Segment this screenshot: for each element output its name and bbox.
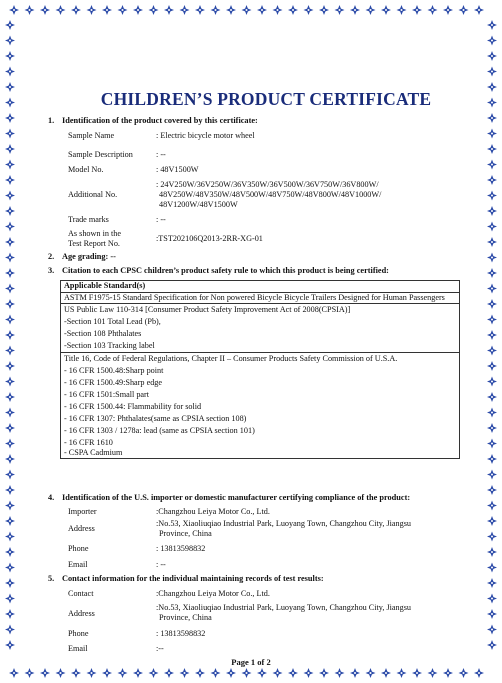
border-star [428, 5, 438, 15]
border-star [304, 5, 314, 15]
border-star [5, 377, 15, 387]
border-star [443, 668, 453, 678]
border-star [5, 315, 15, 325]
border-star [118, 5, 128, 15]
border-star [487, 423, 497, 433]
border-star [5, 253, 15, 263]
border-star [5, 268, 15, 278]
border-star [5, 625, 15, 635]
border-star [350, 668, 360, 678]
cfr-line: - 16 CFR 1500.49:Sharp edge [64, 378, 163, 387]
border-star [226, 5, 236, 15]
contact-email-label: Email [68, 644, 88, 653]
cfr-line: - 16 CFR 1303 / 1278a: lead (same as CPSIA section 101) [64, 426, 255, 435]
border-star [459, 5, 469, 15]
border-star [5, 578, 15, 588]
border-star [118, 668, 128, 678]
border-star [443, 5, 453, 15]
contact-label: Contact [68, 589, 94, 598]
border-star [226, 668, 236, 678]
border-star [87, 5, 97, 15]
importer-label: Importer [68, 507, 97, 516]
section-number: 5. [48, 574, 55, 583]
border-star [5, 144, 15, 154]
border-star [487, 144, 497, 154]
border-star [487, 175, 497, 185]
border-star [195, 5, 205, 15]
report-number-value: :TST202106Q2013-2RR-XG-01 [156, 234, 263, 243]
border-star [397, 668, 407, 678]
importer-email-value: : -- [156, 560, 166, 569]
border-star [366, 668, 376, 678]
section-1-heading [48, 116, 258, 125]
border-star [5, 408, 15, 418]
border-star [487, 160, 497, 170]
astm-standard-cell: ASTM F1975-15 Standard Specification for Non powered Bicycle Bicycle Trailers Designed for Human Passengers [61, 293, 460, 304]
border-star [412, 5, 422, 15]
certificate-title: CHILDREN’S PRODUCT CERTIFICATE [100, 89, 432, 109]
border-star [474, 5, 484, 15]
border-star [487, 532, 497, 542]
report-label-line2: Test Report No. [68, 239, 120, 248]
border-star [428, 668, 438, 678]
section-2-heading [48, 252, 116, 261]
border-star [5, 361, 15, 371]
border-star [5, 113, 15, 123]
sample-name-value: : Electric bicycle motor wheel [156, 131, 255, 140]
additional-value-line2: 48V250W/48V350W/48V500W/48V750W/48V800W/48V1000W/ [159, 190, 382, 199]
cpsia-line: -Section 108 Phthalates [64, 329, 142, 338]
border-star [149, 668, 159, 678]
border-star [487, 36, 497, 46]
border-star [487, 315, 497, 325]
trade-marks-value: : -- [156, 215, 166, 224]
border-star [487, 346, 497, 356]
border-star [487, 361, 497, 371]
border-star [9, 668, 19, 678]
border-star [487, 408, 497, 418]
border-star [487, 191, 497, 201]
border-star [487, 547, 497, 557]
border-star [5, 532, 15, 542]
border-star [257, 5, 267, 15]
border-star [273, 5, 283, 15]
additional-value-line3: 48V1200W/48V1500W [159, 200, 238, 209]
section-number: 2. [48, 252, 55, 261]
border-star [9, 5, 19, 15]
contact-value: :Changzhou Leiya Motor Co., Ltd. [156, 589, 270, 598]
border-star [474, 668, 484, 678]
border-star [211, 5, 221, 15]
standards-table-header: Applicable Standard(s) [61, 281, 460, 293]
border-star [5, 175, 15, 185]
border-star [381, 668, 391, 678]
border-star [487, 609, 497, 619]
importer-address-label: Address [68, 524, 95, 533]
cfr-line: Title 16, Code of Federal Regulations, Chapter II – Consumer Products Safety Commission of U.S.A. [64, 354, 398, 363]
border-star [56, 668, 66, 678]
model-value: : 48V1500W [156, 165, 199, 174]
additional-value-line1: : 24V250W/36V250W/36V350W/36V500W/36V750W/36V800W/ [156, 180, 379, 189]
border-star [487, 222, 497, 232]
border-star [5, 299, 15, 309]
contact-address-line2: Province, China [159, 613, 212, 622]
importer-address-line1: :No.53, Xiaoliuqiao Industrial Park, Luoyang Town, Changzhou City, Jiangsu [156, 519, 412, 528]
border-star [5, 392, 15, 402]
page-number: Page 1 of 2 [231, 657, 271, 667]
border-star [5, 516, 15, 526]
sample-name-label: Sample Name [68, 131, 115, 140]
section-5-heading [48, 574, 324, 583]
border-star [5, 594, 15, 604]
cpsia-line: US Public Law 110-314 [Consumer Product Safety Improvement Act of 2008(CPSIA)] [64, 305, 351, 314]
cfr-line: - CSPA Cadmium [64, 448, 123, 457]
border-star [366, 5, 376, 15]
section-number: 3. [48, 266, 55, 275]
border-star [487, 439, 497, 449]
border-star [487, 67, 497, 77]
border-star [5, 191, 15, 201]
border-star [5, 485, 15, 495]
cfr-line: - 16 CFR 1500.48:Sharp point [64, 366, 164, 375]
border-star [487, 51, 497, 61]
border-star [164, 668, 174, 678]
border-star [487, 330, 497, 340]
border-star [487, 392, 497, 402]
section-4-heading [48, 493, 410, 502]
border-star [487, 640, 497, 650]
section-title: Contact information for the individual maintaining records of test results: [62, 574, 324, 583]
border-star [242, 5, 252, 15]
border-star [5, 51, 15, 61]
border-star [5, 20, 15, 30]
border-star [487, 268, 497, 278]
border-star [5, 563, 15, 573]
border-star [71, 5, 81, 15]
border-star [487, 501, 497, 511]
border-star [459, 668, 469, 678]
border-star [487, 129, 497, 139]
border-star [335, 5, 345, 15]
border-star [487, 516, 497, 526]
border-star [350, 5, 360, 15]
border-star [487, 237, 497, 247]
report-label-line1: As shown in the [68, 229, 121, 238]
border-star [412, 668, 422, 678]
border-star [304, 668, 314, 678]
border-star [133, 668, 143, 678]
border-star [5, 423, 15, 433]
section-title: Identification of the product covered by this certificate: [62, 116, 258, 125]
border-star [487, 563, 497, 573]
importer-email-label: Email [68, 560, 88, 569]
standards-table [60, 280, 460, 459]
border-star [5, 222, 15, 232]
border-star [487, 113, 497, 123]
border-star [5, 640, 15, 650]
contact-phone-label: Phone [68, 629, 89, 638]
section-title: Identification of the U.S. importer or domestic manufacturer certifying compliance of the product: [62, 493, 411, 502]
border-star [273, 668, 283, 678]
border-star [5, 454, 15, 464]
border-star [487, 206, 497, 216]
border-star [487, 594, 497, 604]
border-star [5, 439, 15, 449]
cfr-line: - 16 CFR 1500.44: Flammability for solid [64, 402, 202, 411]
border-star [71, 668, 81, 678]
border-star [381, 5, 391, 15]
border-star [211, 668, 221, 678]
importer-phone-label: Phone [68, 544, 89, 553]
sample-description-value: : -- [156, 150, 166, 159]
border-star [5, 237, 15, 247]
border-star [242, 668, 252, 678]
border-star [5, 36, 15, 46]
border-star [5, 206, 15, 216]
border-star [319, 5, 329, 15]
contact-email-value: :-- [156, 644, 164, 653]
border-star [180, 5, 190, 15]
border-star [87, 668, 97, 678]
contact-phone-value: : 13813598832 [156, 629, 206, 638]
cfr-line: - 16 CFR 1307: Phthalates(same as CPSIA section 108) [64, 414, 247, 423]
importer-address-line2: Province, China [159, 529, 212, 538]
border-star [102, 668, 112, 678]
border-star [25, 668, 35, 678]
border-star [180, 668, 190, 678]
contact-address-line1: :No.53, Xiaoliuqiao Industrial Park, Luoyang Town, Changzhou City, Jiangsu [156, 603, 412, 612]
border-star [257, 668, 267, 678]
border-star [102, 5, 112, 15]
section-3-heading [48, 266, 389, 275]
border-star [5, 470, 15, 480]
border-star [5, 330, 15, 340]
border-star [335, 668, 345, 678]
border-star [25, 5, 35, 15]
border-star [5, 501, 15, 511]
border-star [288, 5, 298, 15]
cfr-line: - 16 CFR 1501:Small part [64, 390, 150, 399]
border-star [56, 5, 66, 15]
border-star [5, 160, 15, 170]
section-number: 4. [48, 493, 55, 502]
border-star [5, 547, 15, 557]
border-star [487, 625, 497, 635]
border-star [487, 253, 497, 263]
cfr-line: - 16 CFR 1610 [64, 438, 113, 447]
importer-phone-value: : 13813598832 [156, 544, 206, 553]
section-number: 1. [48, 116, 55, 125]
border-star [40, 5, 50, 15]
border-star [487, 20, 497, 30]
border-star [40, 668, 50, 678]
trade-marks-label: Trade marks [68, 215, 109, 224]
cpsia-standards-cell [61, 304, 460, 353]
cpsia-line: -Section 103 Tracking label [64, 341, 155, 350]
border-star [319, 668, 329, 678]
border-star [133, 5, 143, 15]
border-star [397, 5, 407, 15]
border-star [487, 578, 497, 588]
cfr-standards-cell [61, 353, 460, 459]
model-label: Model No. [68, 165, 104, 174]
contact-address-label: Address [68, 609, 95, 618]
border-star [487, 284, 497, 294]
border-star [149, 5, 159, 15]
border-star [5, 346, 15, 356]
border-star [164, 5, 174, 15]
additional-label: Additional No. [68, 190, 118, 199]
cpsia-line: -Section 101 Total Lead (Pb), [64, 317, 161, 326]
border-star [487, 485, 497, 495]
border-star [487, 470, 497, 480]
border-star [487, 454, 497, 464]
border-star [5, 284, 15, 294]
border-star [5, 67, 15, 77]
border-star [195, 668, 205, 678]
border-star [5, 609, 15, 619]
border-star [5, 129, 15, 139]
border-star [487, 299, 497, 309]
border-star [487, 377, 497, 387]
importer-value: :Changzhou Leiya Motor Co., Ltd. [156, 507, 270, 516]
section-title: Citation to each CPSC children’s product safety rule to which this product is being certified: [62, 266, 389, 275]
section-title: Age grading: -- [62, 252, 116, 261]
sample-description-label: Sample Description [68, 150, 133, 159]
border-star [288, 668, 298, 678]
